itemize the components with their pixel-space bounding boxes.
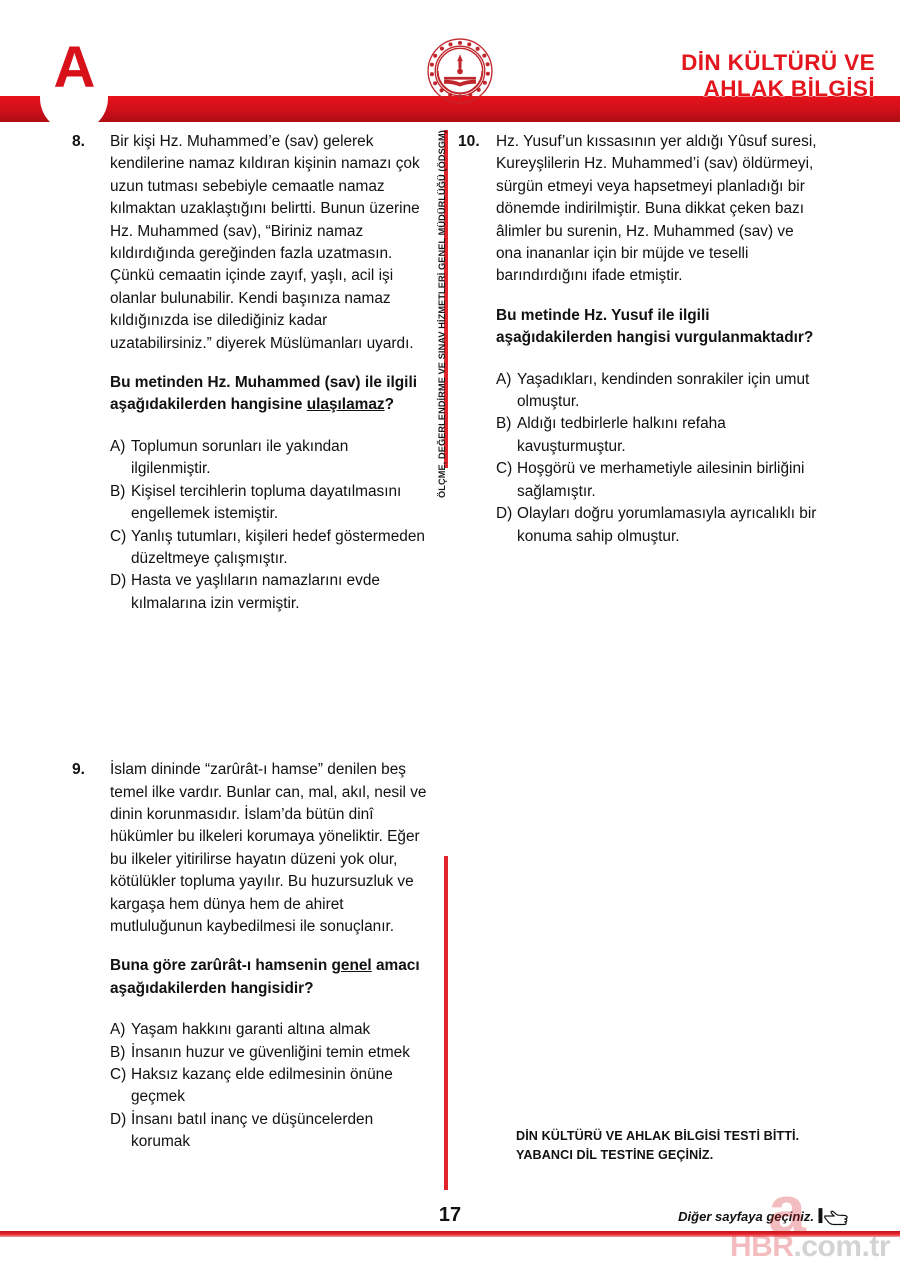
option-d-text: İnsanı batıl inanç ve düşüncelerden korumak (131, 1110, 374, 1151)
option-a[interactable] (110, 1019, 432, 1041)
question-9-prompt (110, 955, 432, 1000)
option-a-letter: A) (496, 370, 512, 388)
booklet-letter: A (53, 35, 95, 100)
option-d-text: Olayları doğru yorumlamasıyla ayrıcalıklı bir konuma sahip olmuştur. (517, 505, 817, 545)
option-d-letter: D) (110, 572, 127, 590)
option-a-letter: A) (110, 437, 126, 455)
watermark-text-part1: HBR (729, 1230, 794, 1263)
question-9-prompt-pre: Buna göre zarûrât-ı hamsenin (110, 957, 332, 975)
watermark-letter: a (768, 1172, 806, 1248)
column-divider-bottom (444, 856, 448, 1190)
option-d-letter: D) (496, 505, 513, 523)
question-10-number: 10. (458, 133, 480, 150)
option-c-letter: C) (110, 1066, 127, 1083)
question-8-stem: Bir kişi Hz. Muhammed’e (sav) gelerek kendilerine namaz kıldıran kişinin namazı çok uzun tutması sebebiyle cemaatle namaz kılmaktan uzaklaştığını belirtti. Bunun üzerine Hz. Muhammed (sav), “Biriniz namaz kıldırdığında gereğinden fazla uzatmasın. Çünkü cemaatin içinde zayıf, yaşlı, acil işi olanlar bulunabilir. Kendi başınıza namaz kıldığınızda ise dilediğiniz kadar uzatabilirsiniz.” diyerek Müslümanları uyardı. (110, 133, 420, 352)
test-title-line1: DİN KÜLTÜRÜ VE (681, 50, 875, 75)
option-b[interactable] (110, 481, 432, 526)
question-10 (458, 131, 818, 548)
option-c-text: Hoşgörü ve merhametiyle ailesinin birliğini sağlamıştır. (517, 460, 805, 500)
option-c-letter: C) (496, 460, 513, 478)
question-8 (72, 131, 432, 615)
option-b-letter: B) (496, 415, 512, 433)
option-c[interactable] (110, 526, 432, 571)
question-8-prompt-underlined: ulaşılamaz (306, 396, 385, 414)
option-b-text: Kişisel tercihlerin topluma dayatılmasını engellemek istemiştir. (131, 482, 402, 523)
option-b-text: İnsanın huzur ve güvenliğini temin etmek (131, 1043, 410, 1061)
option-b-letter: B) (110, 1043, 126, 1061)
option-c-letter: C) (110, 527, 127, 545)
question-8-prompt-post: ? (384, 396, 394, 414)
option-a-text: Yaşadıkları, kendinden sonrakiler için umut olmuştur. (517, 370, 810, 411)
page-number: 17 (438, 1204, 462, 1226)
meb-seal-icon (418, 29, 502, 113)
question-9-number: 9. (72, 761, 86, 779)
page-title (555, 50, 875, 102)
test-end-notice (516, 1127, 856, 1165)
option-b[interactable] (496, 413, 818, 458)
option-a[interactable] (496, 369, 818, 414)
option-c[interactable] (110, 1064, 432, 1109)
option-d-text: Hasta ve yaşlıların namazlarını evde kılmalarına izin vermiştir. (131, 572, 380, 612)
footer-rule (0, 1231, 900, 1237)
option-c-text: Haksız kazanç elde edilmesinin önüne geçmek (131, 1066, 393, 1106)
option-b[interactable] (110, 1042, 432, 1064)
question-10-prompt-pre: Bu metinde Hz. Yusuf ile ilgili aşağıdakilerden hangisi vurgulanmaktadır? (496, 306, 814, 347)
option-b-text: Aldığı tedbirlerle halkını refaha kavuşturmuştur. (517, 415, 726, 455)
question-9-prompt-post: amacı aşağıdakilerden hangisidir? (110, 957, 420, 997)
left-column (72, 131, 432, 1154)
end-notice-line1: DİN KÜLTÜRÜ VE AHLAK BİLGİSİ TESTİ BİTTİ. (516, 1129, 800, 1143)
right-column (458, 131, 818, 548)
question-9-prompt-underlined: genel (331, 957, 372, 975)
question-9-options (110, 1019, 432, 1153)
end-notice-line2: YABANCI DİL TESTİNE GEÇİNİZ. (516, 1148, 714, 1162)
question-10-prompt (496, 305, 818, 350)
agency-vertical-label: ÖLÇME, DEĞERLENDİRME VE SINAV HİZMETLERİ GENEL MÜDÜRLÜĞÜ (ÖDSGM) (437, 130, 447, 498)
question-8-number: 8. (72, 133, 86, 150)
question-10-options (496, 369, 818, 548)
option-a[interactable] (110, 436, 432, 481)
option-b-letter: B) (110, 482, 126, 500)
question-9 (72, 759, 432, 1154)
page-header (0, 0, 900, 122)
option-a-text: Toplumun sorunları ile yakından ilgilenmiştir. (131, 437, 349, 478)
option-d[interactable] (110, 570, 432, 615)
option-d-letter: D) (110, 1110, 127, 1128)
option-d[interactable] (496, 503, 818, 548)
question-9-stem: İslam dininde “zarûrât-ı hamse” denilen beş temel ilke vardır. Bunlar can, mal, akıl, nesil ve dinin korunmasıdır. İslam’da bütün dinî hükümler bu ilkeleri korumaya yöneliktir. Eğer bu ilkeler yitirilirse hayatın düzeni yok olur, kötülükler topluma yayılır. Bu huzursuzluk ve kargaşa hem dünya hem de ahiret mutluluğunun kaybedilmesi ile sonuçlanır. (110, 761, 427, 935)
option-c-text: Yanlış tutumları, kişileri hedef göstermeden düzeltmeye çalışmıştır. (131, 527, 425, 567)
question-8-options (110, 436, 432, 615)
test-title-line2: AHLAK BİLGİSİ (703, 76, 875, 101)
option-a-text: Yaşam hakkını garanti altına almak (131, 1021, 371, 1039)
question-10-stem: Hz. Yusuf’un kıssasının yer aldığı Yûsuf suresi, Kureyşlilerin Hz. Muhammed’i (sav) öldürmeyi, sürgün etmeyi veya hapsetmeyi planladığı bir dönemde indirilmiştir. Buna dikkat çeken bazı âlimler bu surenin, Hz. Muhammed (sav) ve ona inananlar için bir müjde ve teselli barındırdığını ifade etmiştir. (496, 133, 817, 285)
question-8-prompt (110, 372, 432, 417)
pointing-hand-icon (818, 1205, 852, 1227)
option-d[interactable] (110, 1109, 432, 1154)
next-page-label: Diğer sayfaya geçiniz. (678, 1209, 814, 1224)
option-a-letter: A) (110, 1021, 126, 1039)
question-8-prompt-pre: Bu metinden Hz. Muhammed (sav) ile ilgili aşağıdakilerden hangisine (110, 374, 418, 414)
option-c[interactable] (496, 458, 818, 503)
watermark-text-part2: .com.tr (793, 1230, 890, 1263)
